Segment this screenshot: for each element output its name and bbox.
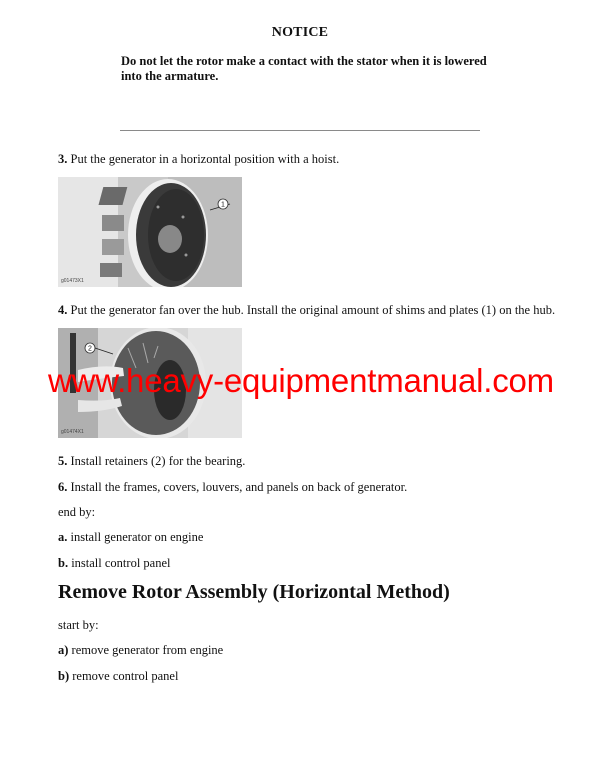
step-number: 3. <box>58 152 68 166</box>
notice-body: Do not let the rotor make a contact with the stator when it is lowered into the armature. <box>121 54 487 83</box>
step-number: 6. <box>58 480 68 494</box>
figure-id: g01473X1 <box>61 278 84 284</box>
notice-title: NOTICE <box>271 25 329 40</box>
figure-id: g01474X1 <box>61 429 84 435</box>
figure-generator-fan <box>58 177 242 287</box>
step-text: Install retainers (2) for the bearing. <box>67 454 246 468</box>
end-by-item-a <box>58 530 203 545</box>
notice-divider <box>120 130 480 131</box>
step-text: Install the frames, covers, louvers, and panels on back of generator. <box>67 480 408 494</box>
watermark-url: www.heavy-equipmentmanual.com <box>48 362 554 399</box>
start-by-item-b <box>58 669 178 684</box>
end-by-item-b <box>58 556 170 571</box>
start-by-label: start by: <box>58 618 99 632</box>
step-6 <box>58 480 407 495</box>
item-key: b) <box>58 669 70 683</box>
end-by-label: end by: <box>58 505 96 519</box>
section-heading: Remove Rotor Assembly (Horizontal Method) <box>58 581 450 603</box>
callout-1: 1 <box>221 201 225 209</box>
step-5 <box>58 454 245 469</box>
step-4 <box>58 303 555 318</box>
step-text: Put the generator in a horizontal position with a hoist. <box>67 152 340 166</box>
start-by-item-a <box>58 643 223 658</box>
item-key: b. <box>58 556 69 570</box>
item-key: a. <box>58 530 68 544</box>
step-3 <box>58 152 339 167</box>
callout-2: 2 <box>88 345 92 353</box>
item-text: install generator on engine <box>67 530 204 544</box>
step-text: Put the generator fan over the hub. Install the original amount of shims and plates (1) on the hub. <box>67 303 556 317</box>
item-text: remove generator from engine <box>68 643 224 657</box>
step-number: 5. <box>58 454 68 468</box>
item-key: a) <box>58 643 69 657</box>
generator-photo-1 <box>58 177 242 287</box>
item-text: install control panel <box>68 556 171 570</box>
item-text: remove control panel <box>69 669 179 683</box>
step-number: 4. <box>58 303 68 317</box>
